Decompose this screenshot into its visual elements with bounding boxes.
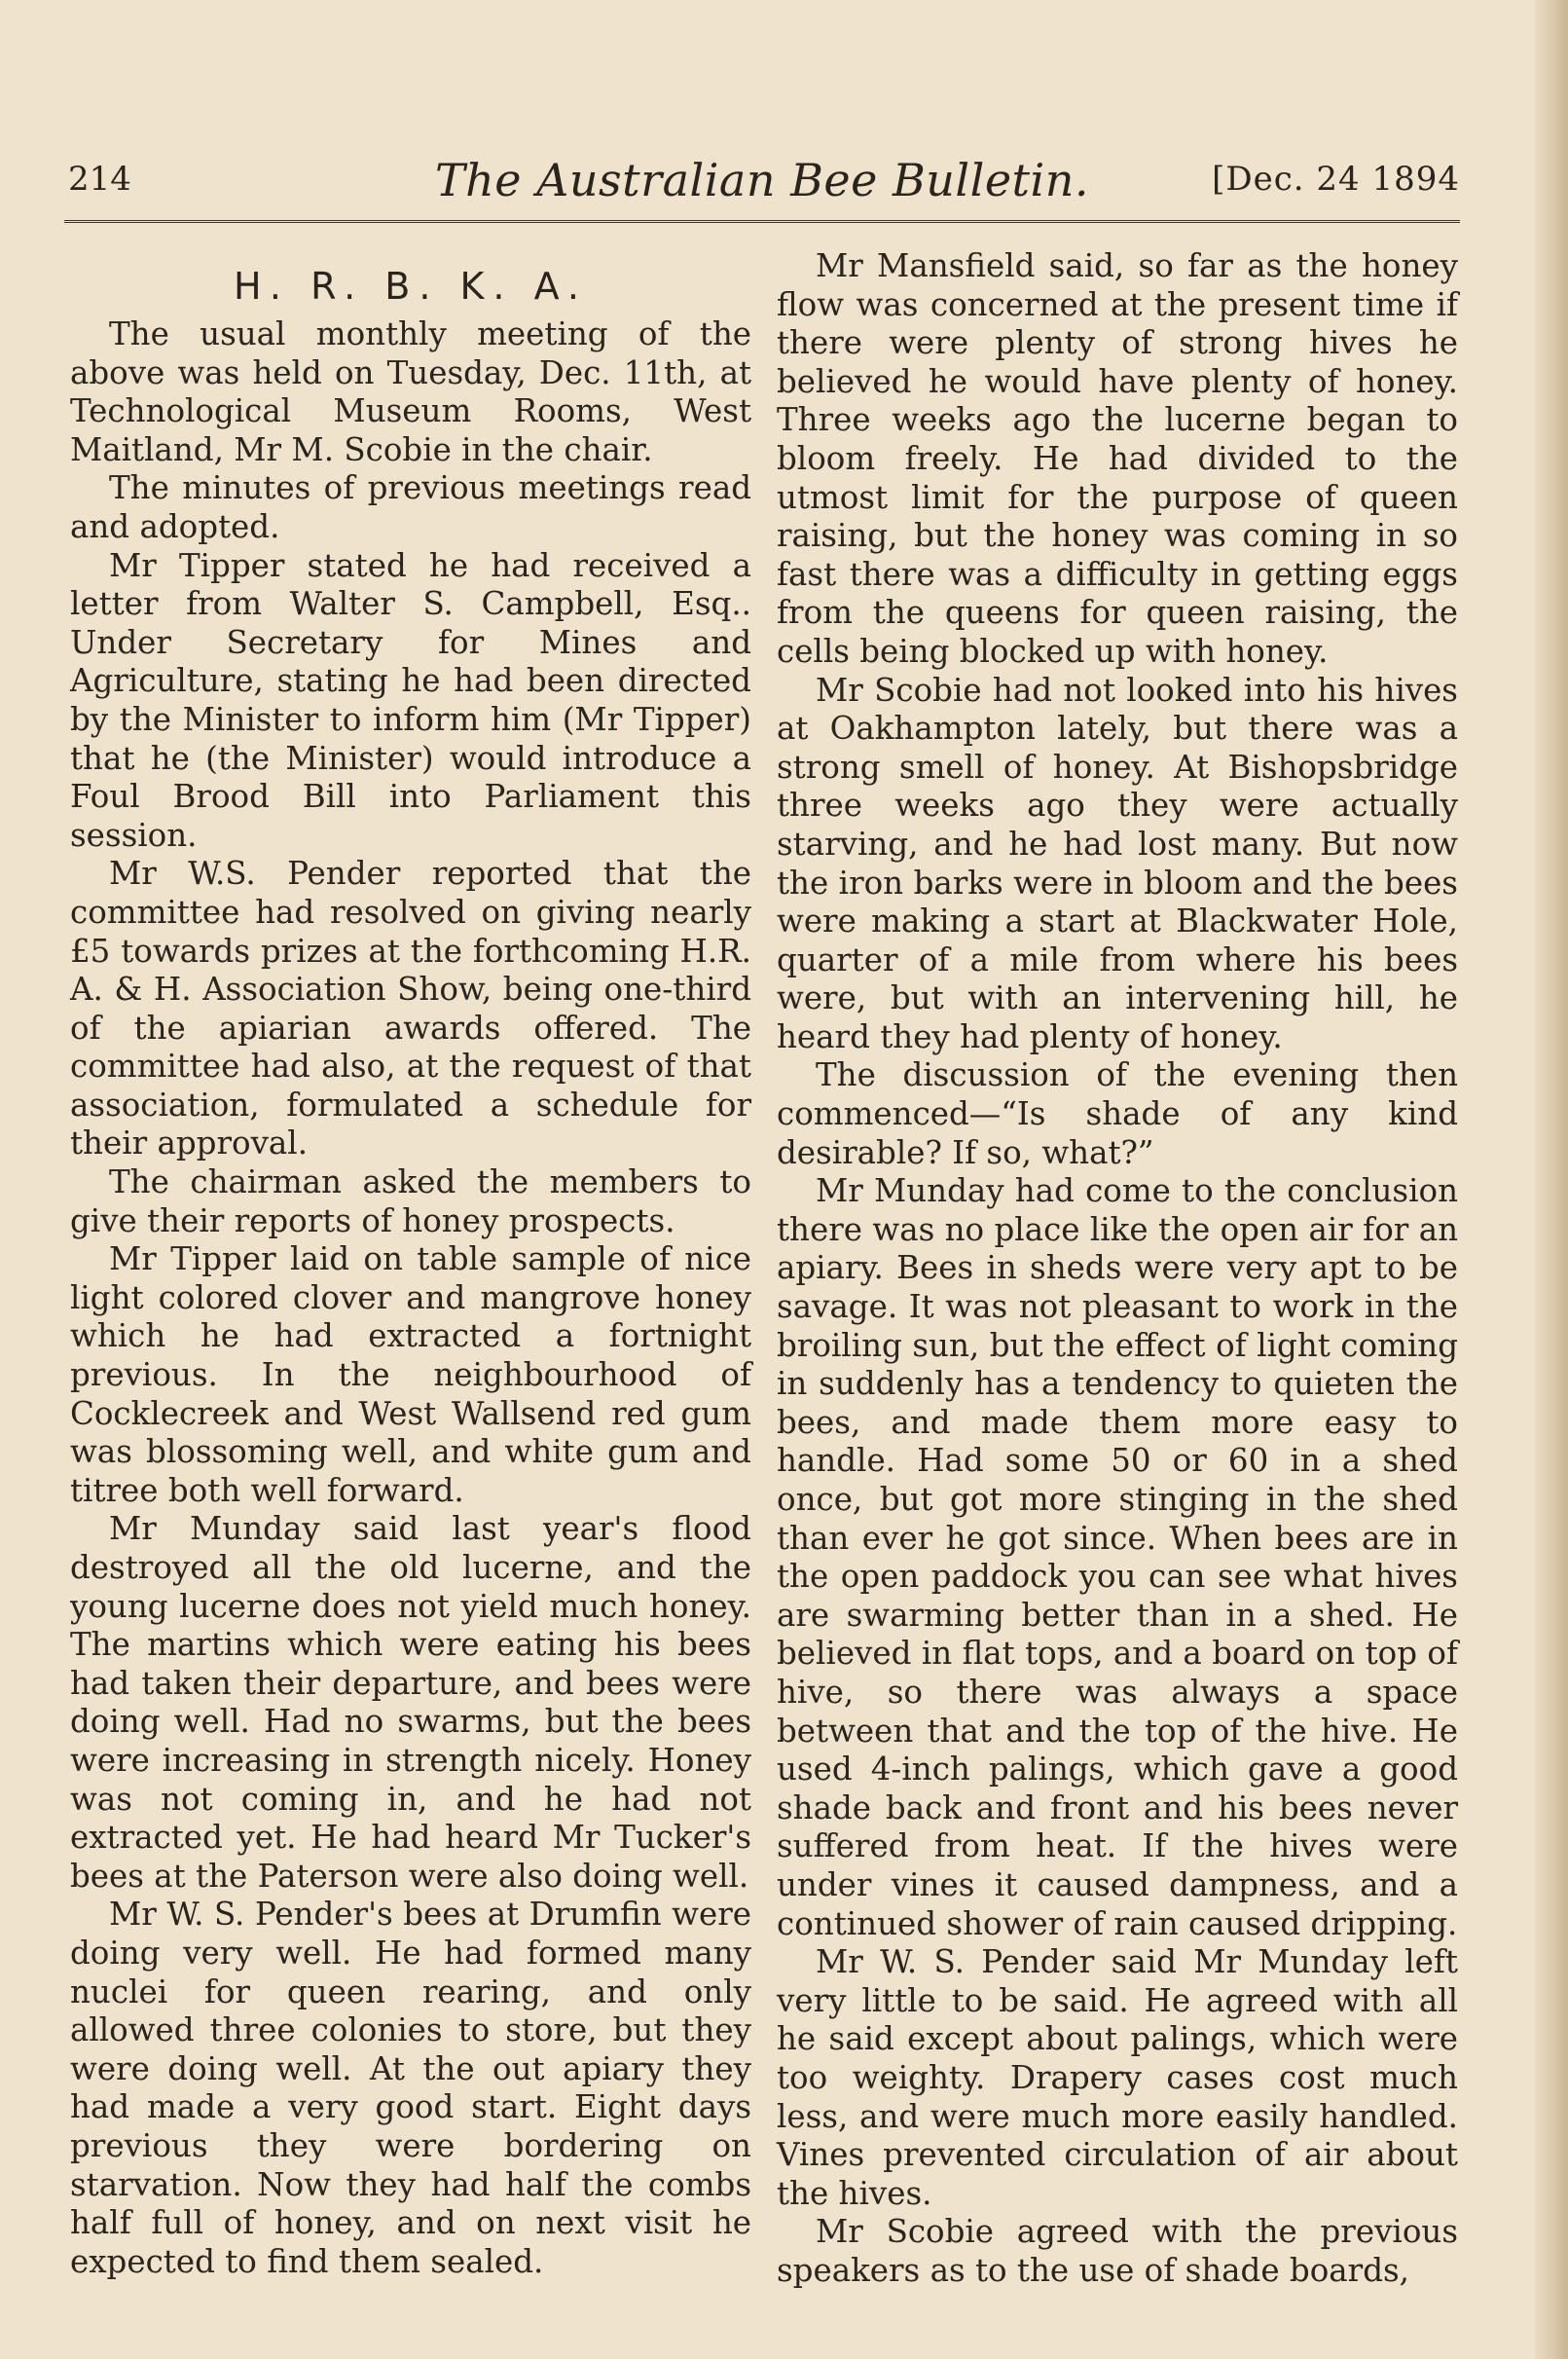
article-title: H. R. B. K. A. bbox=[234, 265, 588, 308]
paragraph: The discussion of the evening then commenced—“Is shade of any kind desirable? If so, what?” bbox=[777, 1056, 1458, 1171]
header-rule bbox=[64, 220, 1460, 223]
paragraph: Mr Munday had come to the conclusion there was no place like the open air for an apiary. Bees in sheds were very apt to be savage. It was not pleasant to work in the broiling sun, but the effect of light coming in suddenly has a tendency to quieten the bees, and made them more easy to handle. Had some 50 or 60 in a shed once, but got more stinging in the shed than ever he got since. When bees are in the open paddock you can see what hives are swarming better than in a shed. He believed in flat tops, and a board on top of hive, so there was always a space between that and the top of the hive. He used 4-inch palings, which gave a good shade back and front and his bees never suffered from heat. If the hives were under vines it caused dampness, and a continued shower of rain caused dripping. bbox=[777, 1172, 1458, 1942]
paragraph: The chairman asked the members to give their reports of honey prospects. bbox=[70, 1163, 751, 1239]
paragraph: Mr Scobie agreed with the previous speakers as to the use of shade boards, bbox=[777, 2213, 1458, 2289]
paragraph: Mr Munday said last year's flood destroyed all the old lucerne, and the young lucerne does not yield much honey. The martins which were eating his bees had taken their departure, and bees were doing well. Had no swarms, but the bees were increasing in strength nicely. Honey was not coming in, and he had not extracted yet. He had heard Mr Tucker's bees at the Paterson were also doing well. bbox=[70, 1510, 751, 1895]
right-column bbox=[777, 247, 1458, 2290]
left-column bbox=[70, 247, 751, 2281]
paragraph: Mr Scobie had not looked into his hives at Oakhampton lately, but there was a strong smell of honey. At Bishopsbridge three weeks ago they were actually starving, and he had lost many. But now the iron barks were in bloom and the bees were making a start at Blackwater Hole, quarter of a mile from where his bees were, but with an intervening hill, he heard they had plenty of honey. bbox=[777, 671, 1458, 1055]
page-edge bbox=[1535, 0, 1568, 2359]
issue-date: [Dec. 24 1894 bbox=[1212, 160, 1460, 199]
paragraph: Mr W. S. Pender said Mr Munday left very little to be said. He agreed with all he said except about palings, which were too weighty. Drapery cases cost much less, and were much more easily handled. Vines prevented circulation of air about the hives. bbox=[777, 1943, 1458, 2212]
paragraph: Mr W.S. Pender reported that the committee had resolved on giving nearly £5 towards prizes at the forthcoming H.R. A. & H. Association Show, being one-third of the apiarian awards offered. The committee had also, at the request of that association, formulated a schedule for their approval. bbox=[70, 855, 751, 1162]
paragraph: Mr W. S. Pender's bees at Drumfin were doing very well. He had formed many nuclei for queen rearing, and only allowed three colonies to store, but they were doing well. At the out apiary they had made a very good start. Eight days previous they were bordering on starvation. Now they had half the combs half full of honey, and on next visit he expected to find them sealed. bbox=[70, 1896, 751, 2280]
journal-title: The Australian Bee Bulletin. bbox=[435, 154, 1089, 206]
paragraph: Mr Mansfield said, so far as the honey flow was concerned at the present time if there were plenty of strong hives he believed he would have plenty of honey. Three weeks ago the lucerne began to bloom freely. He had divided to the utmost limit for the purpose of queen raising, but the honey was coming in so fast there was a difficulty in getting eggs from the queens for queen raising, the cells being blocked up with honey. bbox=[777, 247, 1458, 670]
paragraph: Mr Tipper laid on table sample of nice light colored clover and mangrove honey which he had extracted a fortnight previous. In the neighbourhood of Cocklecreek and West Wallsend red gum was blossoming well, and white gum and titree both well forward. bbox=[70, 1240, 751, 1509]
paragraph: The usual monthly meeting of the above was held on Tuesday, Dec. 11th, at Technological Museum Rooms, West Maitland, Mr M. Scobie in the chair. bbox=[70, 315, 751, 468]
paragraph: Mr Tipper stated he had received a letter from Walter S. Campbell, Esq.. Under Secretary for Mines and Agriculture, stating he had been directed by the Minister to inform him (Mr Tipper) that he (the Minister) would introduce a Foul Brood Bill into Parliament this session. bbox=[70, 546, 751, 854]
page-number: 214 bbox=[68, 160, 131, 199]
paragraph: The minutes of previous meetings read and adopted. bbox=[70, 469, 751, 545]
page-header bbox=[64, 154, 1460, 212]
